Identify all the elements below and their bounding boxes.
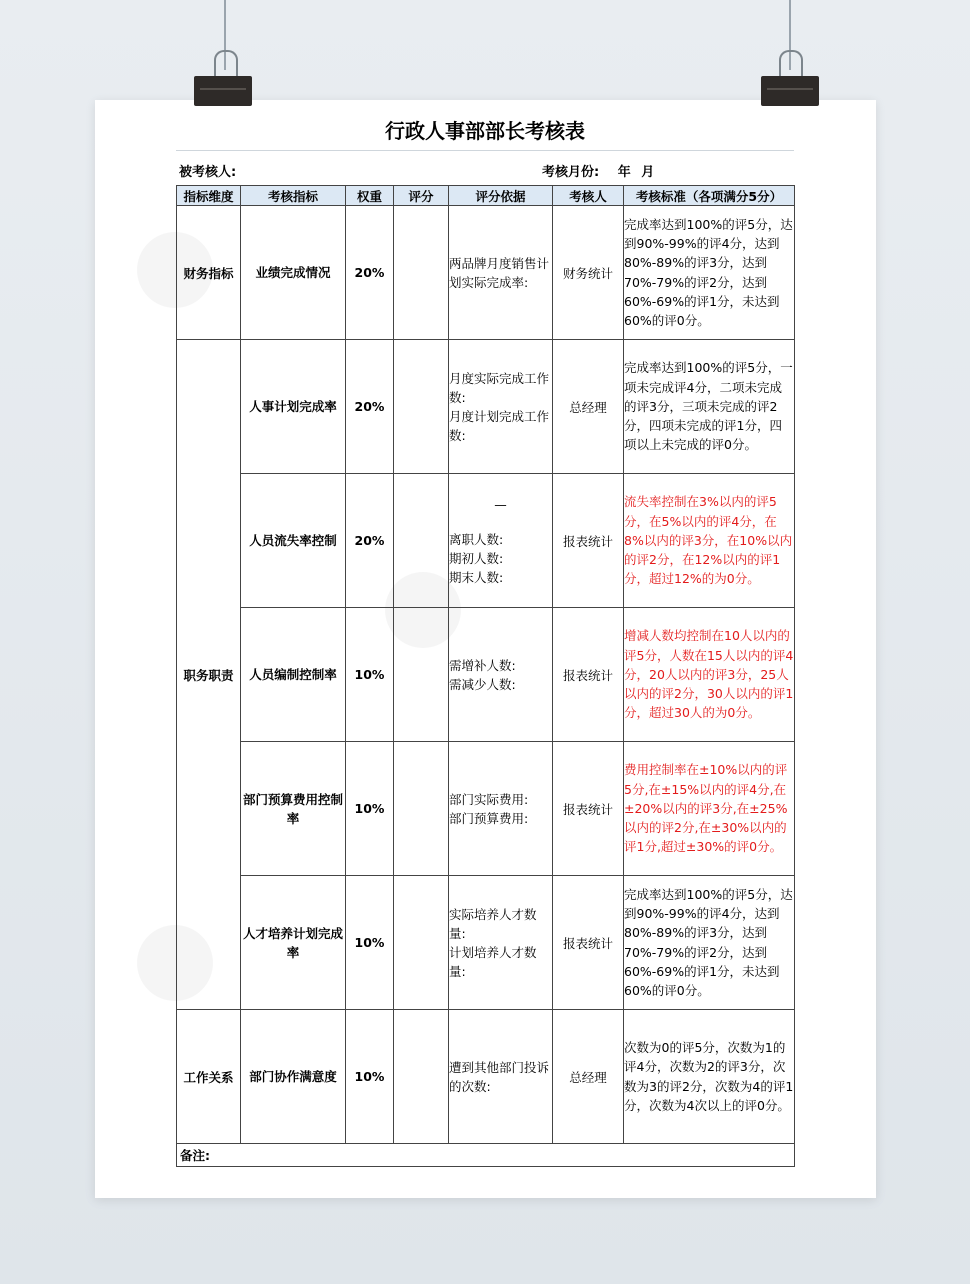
assessment-month [542,161,660,180]
assessment-table [176,185,795,1167]
basis-text: 遭到其他部门投诉的次数: [449,1059,550,1094]
reviewer-cell: 总经理 [553,340,624,474]
binder-clip-left [194,76,252,106]
dimension-cell: 职务职责 [177,340,241,1010]
reviewer-cell: 报表统计 [553,742,624,876]
score-cell[interactable] [394,206,449,340]
dimension-cell: 财务指标 [177,206,241,340]
table-row [177,1010,795,1144]
weight-cell: 10% [346,608,394,742]
month-label: 考核月份: [542,165,600,180]
score-cell[interactable] [394,608,449,742]
reviewer-cell: 报表统计 [553,474,624,608]
table-row [177,608,795,742]
indicator-cell: 人员流失率控制 [241,474,346,608]
score-cell[interactable] [394,876,449,1010]
standard-cell: 增减人数均控制在10人以内的评5分，人数在15人以内的评4分，20人以内的评3分，25人以内的评2分，30人以内的评1分，超过30人的为0分。 [624,608,795,742]
weight-cell: 20% [346,206,394,340]
examinee-label: 被考核人: [179,165,237,180]
standard-cell: 完成率达到100%的评5分，一项未完成评4分，二项未完成的评3分，三项未完成的评2分，四项未完成的评1分，四项以上未完成的评0分。 [624,340,795,474]
score-cell[interactable] [394,1010,449,1144]
header-dimension: 指标维度 [177,186,241,206]
basis-text: 需增补人数: 需减少人数: [449,657,516,692]
standard-cell: 完成率达到100%的评5分，达到90%-99%的评4分，达到80%-89%的评3分，达到70%-79%的评2分，达到60%-69%的评1分，未达到60%的评0分。 [624,206,795,340]
year-label: 年 [617,165,631,180]
indicator-cell: 人才培养计划完成率 [241,876,346,1010]
header-basis: 评分依据 [449,186,553,206]
basis-cell [449,1010,553,1144]
weight-cell: 20% [346,474,394,608]
header-reviewer: 考核人 [553,186,624,206]
score-cell[interactable] [394,340,449,474]
weight-cell: 10% [346,742,394,876]
reviewer-cell: 总经理 [553,1010,624,1144]
basis-dash: — [494,496,507,512]
standard-cell: 完成率达到100%的评5分，达到90%-99%的评4分，达到80%-89%的评3分，达到70%-79%的评2分，达到60%-69%的评1分，未达到60%的评0分。 [624,876,795,1010]
table-row [177,474,795,608]
basis-cell [449,206,553,340]
header-standard: 考核标准（各项满分5分） [624,186,795,206]
header-indicator: 考核指标 [241,186,346,206]
reviewer-cell: 报表统计 [553,608,624,742]
indicator-cell: 部门预算费用控制率 [241,742,346,876]
indicator-cell: 人员编制控制率 [241,608,346,742]
assessment-sheet [176,112,794,1167]
reviewer-cell: 报表统计 [553,876,624,1010]
header-score: 评分 [394,186,449,206]
reviewer-cell: 财务统计 [553,206,624,340]
month-unit: 月 [641,165,655,180]
weight-cell: 10% [346,1010,394,1144]
indicator-cell: 部门协作满意度 [241,1010,346,1144]
dimension-cell: 工作关系 [177,1010,241,1144]
basis-text: 两品牌月度销售计划实际完成率: [449,255,550,290]
basis-cell [449,474,553,608]
score-cell[interactable] [394,474,449,608]
basis-cell [449,876,553,1010]
page-title: 行政人事部部长考核表 [176,112,794,151]
standard-cell: 次数为0的评5分，次数为1的评4分，次数为2的评3分，次数为3的评2分，次数为4的评1分，次数为4次以上的评0分。 [624,1010,795,1144]
meta-row [176,151,794,185]
score-cell[interactable] [394,742,449,876]
table-row [177,206,795,340]
basis-text: 部门实际费用: 部门预算费用: [449,791,529,826]
table-row [177,876,795,1010]
table-row [177,340,795,474]
table-row [177,742,795,876]
basis-text: 实际培养人才数量: 计划培养人才数量: [449,906,537,979]
notes-row [177,1144,795,1167]
weight-cell: 10% [346,876,394,1010]
header-weight: 权重 [346,186,394,206]
basis-text: 离职人数: 期初人数: 期末人数: [449,531,504,585]
weight-cell: 20% [346,340,394,474]
basis-cell [449,608,553,742]
basis-text: 月度实际完成工作数: 月度计划完成工作数: [449,370,550,443]
binder-clip-right [761,76,819,106]
indicator-cell: 业绩完成情况 [241,206,346,340]
basis-cell [449,742,553,876]
indicator-cell: 人事计划完成率 [241,340,346,474]
basis-cell [449,340,553,474]
standard-cell: 流失率控制在3%以内的评5分，在5%以内的评4分，在8%以内的评3分，在10%以内的评2分，在12%以内的评1分，超过12%的为0分。 [624,474,795,608]
standard-cell: 费用控制率在±10%以内的评5分,在±15%以内的评4分,在±20%以内的评3分,在±25%以内的评2分,在±30%以内的评1分,超过±30%的评0分。 [624,742,795,876]
table-header-row [177,186,795,206]
notes-cell[interactable]: 备注: [177,1144,795,1167]
